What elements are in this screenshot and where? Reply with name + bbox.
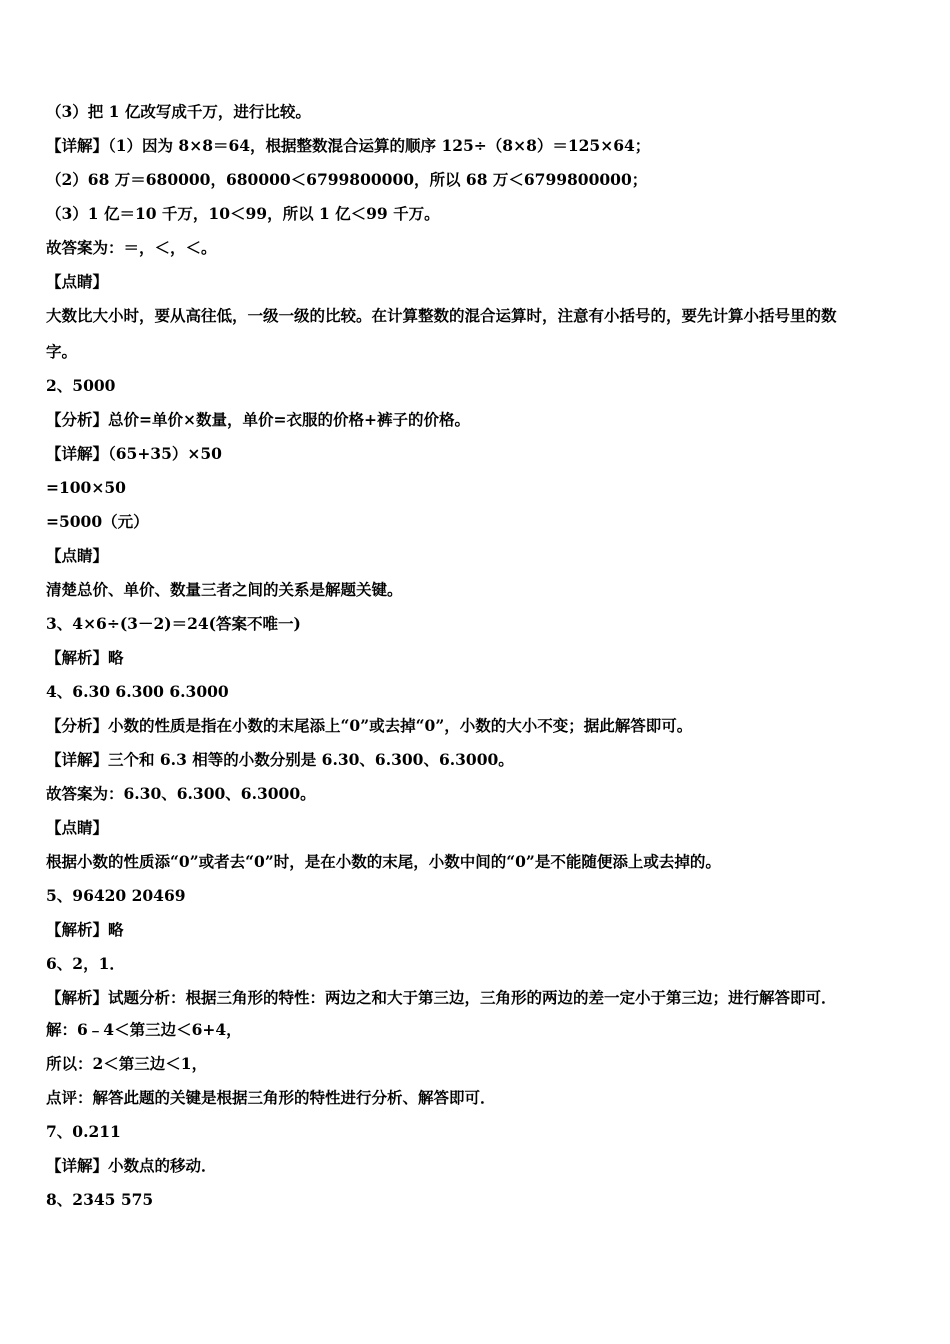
text-line: 3、4×6÷(3－2)＝24(答案不唯一) xyxy=(46,614,301,633)
text-line: （3）把 1 亿改写成千万，进行比较。 xyxy=(46,102,311,121)
text-line: 大数比大小时，要从高往低，一级一级的比较。在计算整数的混合运算时，注意有小括号的，要先计算小括号里的数 xyxy=(46,306,837,325)
text-line: 【解析】略 xyxy=(46,920,124,939)
text-line: 字。 xyxy=(46,342,78,361)
text-line: 故答案为：＝，＜，＜。 xyxy=(46,238,217,257)
text-line: =100×50 xyxy=(46,478,126,497)
text-line: 2、5000 xyxy=(46,376,116,395)
text-line: 6、2，1． xyxy=(46,954,125,973)
text-line: 【分析】总价=单价×数量，单价=衣服的价格+裤子的价格。 xyxy=(46,410,470,429)
text-line: 【分析】小数的性质是指在小数的末尾添上“0”或去掉“0”，小数的大小不变；据此解答即可。 xyxy=(46,716,693,735)
text-line: 【点睛】 xyxy=(46,546,109,565)
text-line: 8、2345 575 xyxy=(46,1190,154,1209)
text-line: 【解析】试题分析：根据三角形的特性：两边之和大于第三边，三角形的两边的差一定小于第三边；进行解答即可． xyxy=(46,988,837,1007)
text-line: 5、96420 20469 xyxy=(46,886,186,905)
text-line: 故答案为：6.30、6.300、6.3000。 xyxy=(46,784,316,803)
text-line: =5000（元） xyxy=(46,512,149,531)
text-line: （2）68 万＝680000，680000＜6799800000，所以 68 万＜6799800000； xyxy=(46,170,648,189)
text-line: 【点睛】 xyxy=(46,272,109,291)
text-line: 点评：解答此题的关键是根据三角形的特性进行分析、解答即可． xyxy=(46,1088,496,1107)
text-line: 【详解】小数点的移动． xyxy=(46,1156,217,1175)
text-line: 4、6.30 6.300 6.3000 xyxy=(46,682,229,701)
text-line: 根据小数的性质添“0”或者去“0”时，是在小数的末尾，小数中间的“0”是不能随便添上或去掉的。 xyxy=(46,852,721,871)
text-line: 解：6﹣4＜第三边＜6+4， xyxy=(46,1020,242,1039)
text-line: 【解析】略 xyxy=(46,648,124,667)
text-line: （3）1 亿＝10 千万，10＜99，所以 1 亿＜99 千万。 xyxy=(46,204,440,223)
text-line: 清楚总价、单价、数量三者之间的关系是解题关键。 xyxy=(46,580,403,599)
text-line: 所以：2＜第三边＜1， xyxy=(46,1054,208,1073)
text-line: 【点睛】 xyxy=(46,818,109,837)
text-line: 【详解】（1）因为 8×8＝64，根据整数混合运算的顺序 125÷（8×8）＝125×64； xyxy=(46,136,651,155)
text-line: 【详解】三个和 6.3 相等的小数分别是 6.30、6.300、6.3000。 xyxy=(46,750,514,769)
text-line: 【详解】（65+35）×50 xyxy=(46,444,222,463)
text-line: 7、0.211 xyxy=(46,1122,121,1141)
